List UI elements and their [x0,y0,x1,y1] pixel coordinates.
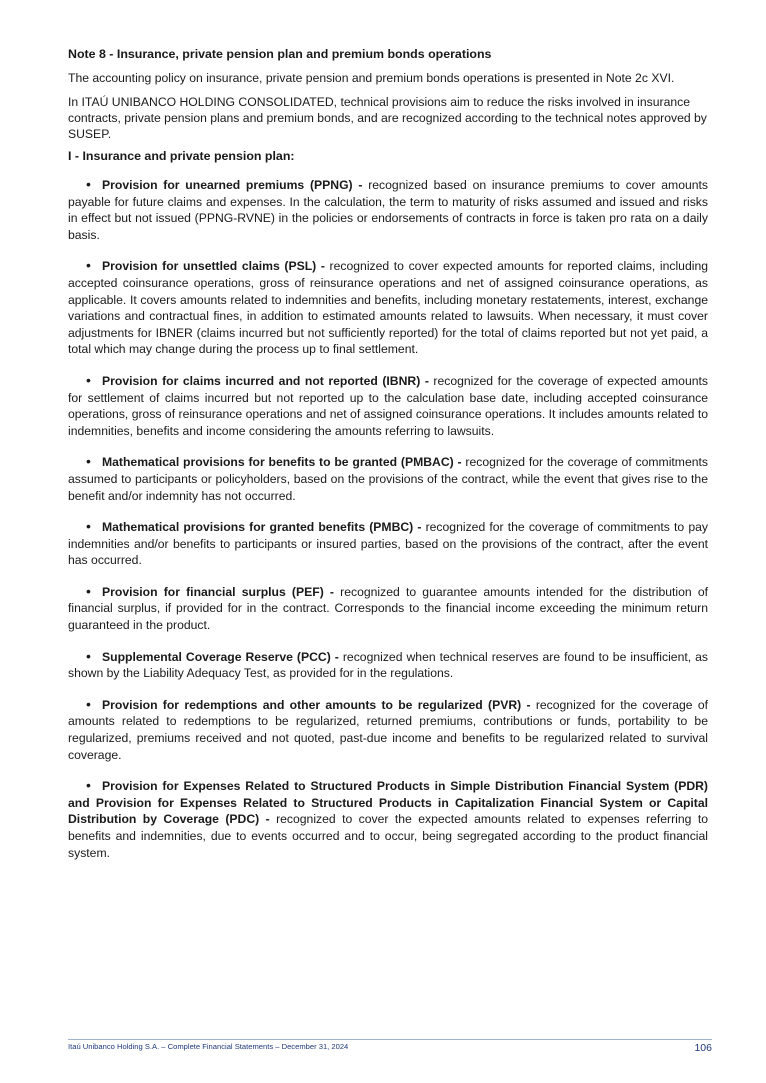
bullet-icon: • [86,518,91,535]
provision-lead: Provision for redemptions and other amounts to be regularized (PVR) - [102,697,531,712]
bullet-icon: • [86,647,91,664]
provision-item-pmbc [68,518,708,569]
provision-text: recognized to cover the expected amounts related to expenses referring to benefits and indemnities, due to events occurred and to occur, being segregated according to the product financial system. [68,812,708,860]
provision-item-pef [68,583,708,634]
intro-paragraph-2: In ITAÚ UNIBANCO HOLDING CONSOLIDATED, technical provisions aim to reduce the risks involved in insurance contracts, private pension plans and premium bonds, and are recognized according to the technical notes approved by SUSEP. [68,95,707,141]
document-body [68,46,708,875]
provision-lead: Provision for unearned premiums (PPNG) - [102,178,363,192]
provision-text: recognized for the coverage of expected amounts for settlement of claims incurred but not reported up to the calculation base date, including accepted coinsurance operations, gross of reinsurance operations and net of assigned coinsurance operations. It includes amounts related to indemnities, benefits and income considering the amounts referring to lawsuits. [68,373,708,438]
provision-lead: Mathematical provisions for granted benefits (PMBC) - [102,520,422,535]
bullet-icon: • [86,176,91,192]
provision-text: recognized for the coverage of commitments to pay indemnities and/or benefits to participants or insured parties, based on the provisions of the contract, after the event has occurred. [68,520,708,568]
bullet-icon: • [86,582,91,599]
footer-rule [68,1039,712,1040]
bullet-icon: • [86,777,91,794]
provision-lead: Mathematical provisions for benefits to be granted (PMBAC) - [102,455,462,470]
section-heading: I - Insurance and private pension plan: [68,149,295,163]
bullet-icon: • [86,453,91,470]
provision-text: recognized when technical reserves are found to be insufficient, as shown by the Liability Adequacy Test, as provided for in the regulations. [68,649,708,681]
provision-item-pvr [68,696,708,763]
provision-text: recognized based on insurance premiums to cover amounts payable for future claims and expenses. In the calculation, the term to maturity of risks assumed and issued and risks in effect but not issued (PPNG-RVNE) in the policies or endorsements of contracts in force is taken pro rata on a daily basis. [68,178,709,242]
provision-item-pcc [68,648,708,682]
provision-text: recognized to cover expected amounts for reported claims, including accepted coinsurance operations, gross of reinsurance operations and net of assigned coinsurance operations, as applicable. It covers amounts related to indemnities and benefits, including monetary restatements, interest, exchange variations and contractual fines, in addition to estimated amounts related to lawsuits. When necessary, it must cover adjustments for IBNER (claims incurred but not sufficiently reported) for the total of claims reported but not yet paid, a total which may change during the process up to final settlement. [68,259,709,357]
provision-item-pmbac [68,453,708,504]
bullet-icon: • [86,257,91,274]
provision-item-ppng [68,176,708,243]
provision-text: recognized for the coverage of amounts related to redemptions to be regularized, returned premiums, contributions or funds, portability to be regularized, premiums received and not quoted, past-due income and benefits to be regularized related to survival coverage. [68,697,708,762]
page-number: 106 [694,1042,712,1054]
provision-item-pdr-pdc [68,777,708,861]
footer-company-text: Itaú Unibanco Holding S.A. – Complete Financial Statements – December 31, 2024 [68,1042,349,1051]
provision-item-psl [68,257,708,358]
provision-lead: Provision for unsettled claims (PSL) - [102,259,325,274]
bullet-icon: • [86,371,91,388]
provision-text: recognized for the coverage of commitments assumed to participants or policyholders, based on the provisions of the contract, while the event that gives rise to the benefit and/or indemnity has not occurred. [68,455,708,503]
provision-text: recognized to guarantee amounts intended for the distribution of financial surplus, if provided for in the contract. Corresponds to the financial income exceeding the minimum return guaranteed in the product. [68,584,708,633]
provision-lead: Provision for claims incurred and not reported (IBNR) - [102,373,429,388]
bullet-icon: • [86,695,91,712]
provision-lead: Supplemental Coverage Reserve (PCC) - [102,649,339,664]
note-title: Note 8 - Insurance, private pension plan and premium bonds operations [68,47,492,61]
provisions-list [68,176,708,861]
intro-paragraph-1: The accounting policy on insurance, private pension and premium bonds operations is presented in Note 2c XVI. [68,71,675,85]
provision-item-ibnr [68,372,708,439]
provision-lead: Provision for financial surplus (PEF) - [102,584,334,599]
provision-lead: Provision for Expenses Related to Structured Products in Simple Distribution Financial System (PDR) and Provision for Expenses Related to Structured Products in Capitalization Financial System or Capital Distribution by Coverage (PDC) - [68,779,708,827]
